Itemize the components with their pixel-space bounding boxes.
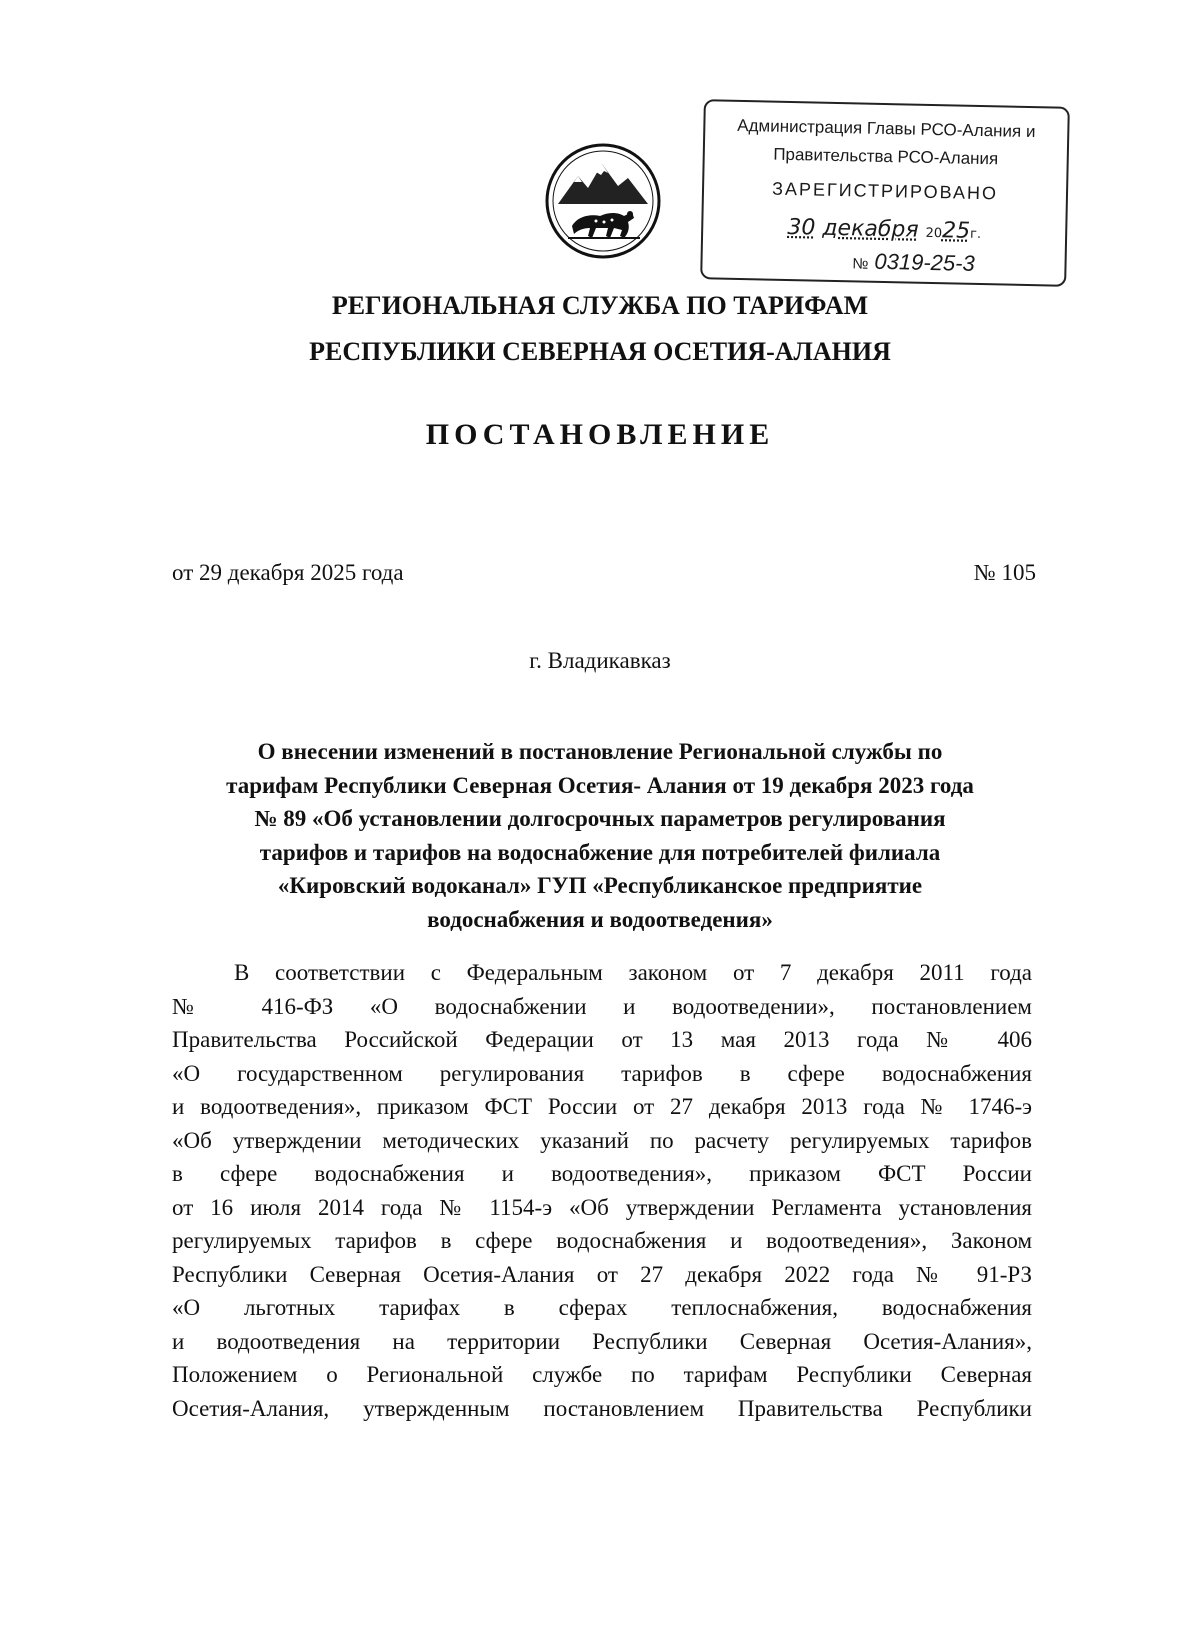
subject-line: О внесении изменений в постановление Региональной службы по — [257, 739, 943, 764]
subject-line: № 89 «Об установлении долгосрочных параметров регулирования — [254, 806, 946, 831]
body-line: и водоотведения на территории Республики Северная Осетия-Алания», — [172, 1328, 1032, 1354]
stamp-date-year-suffix: 25 — [941, 218, 971, 244]
subject-line: тарифов и тарифов на водоснабжение для потребителей филиала — [259, 839, 941, 865]
body-line: «О льготных тарифах в сферах теплоснабжения, водоснабжения — [172, 1295, 1032, 1320]
stamp-number-symbol: № — [852, 255, 869, 273]
body-line: «О государственном регулирования тарифов в сфере водоснабжения — [172, 1060, 1032, 1086]
document-number: № 105 — [973, 560, 1036, 585]
body-line: и водоотведения», приказом ФСТ России от 27 декабря 2013 года № 1746-э — [172, 1094, 1032, 1119]
stamp-number — [702, 245, 1064, 279]
stamp-registered-label: ЗАРЕГИСТРИРОВАНО — [771, 178, 999, 204]
document-date: от 29 декабря 2025 года — [172, 560, 404, 585]
body-line: Правительства Российской Федерации от 13 мая 2013 года № 406 — [172, 1027, 1032, 1052]
subject-line: тарифам Республики Северная Осетия- Алания от 19 декабря 2023 года — [226, 772, 974, 798]
subject-line: водоснабжения и водоотведения» — [427, 906, 773, 932]
body-line: Осетия-Алания, утвержденным постановлением Правительства Республики — [172, 1395, 1032, 1421]
subject-line: «Кировский водоканал» ГУП «Республиканское предприятие — [277, 873, 923, 898]
stamp-org-line-1: Администрация Главы РСО-Алания и — [737, 115, 1036, 142]
body-line: № 416-ФЗ «О водоснабжении и водоотведении», постановлением — [172, 993, 1032, 1019]
stamp-date-year-prefix: 20 — [925, 225, 943, 242]
body-line: В соответствии с Федеральным законом от 7 декабря 2011 года — [234, 960, 1032, 985]
registration-stamp — [700, 99, 1070, 287]
stamp-date-year-letter: г. — [969, 226, 982, 243]
org-title-line-2: РЕСПУБЛИКИ СЕВЕРНАЯ ОСЕТИЯ-АЛАНИЯ — [309, 337, 891, 366]
document-type: ПОСТАНОВЛЕНИЕ — [425, 418, 775, 451]
body-line: Республики Северная Осетия-Алания от 27 декабря 2022 года № 91-РЗ — [172, 1261, 1032, 1287]
body-line: от 16 июля 2014 года № 1154-э «Об утверждении Регламента установления — [172, 1194, 1032, 1220]
coat-of-arms-icon — [544, 142, 662, 260]
stamp-org-line-2: Правительства РСО-Алания — [773, 144, 999, 169]
stamp-number-value: 0319-25-3 — [874, 248, 976, 276]
stamp-date-day: 30 — [787, 214, 816, 241]
body-line: Положением о Региональной службе по тарифам Республики Северная — [172, 1362, 1032, 1387]
org-title-line-1: РЕГИОНАЛЬНАЯ СЛУЖБА ПО ТАРИФАМ — [331, 291, 869, 320]
stamp-date — [703, 213, 1065, 246]
body-line: регулируемых тарифов в сфере водоснабжения и водоотведения», Законом — [172, 1228, 1032, 1253]
document-city: г. Владикавказ — [529, 648, 671, 673]
stamp-date-month: декабря — [822, 215, 919, 243]
body-paragraph — [172, 956, 1032, 1425]
body-line: «Об утверждении методических указаний по расчету регулируемых тарифов — [172, 1127, 1032, 1153]
body-line: в сфере водоснабжения и водоотведения», приказом ФСТ России — [172, 1161, 1032, 1186]
document-subject — [150, 735, 1050, 936]
